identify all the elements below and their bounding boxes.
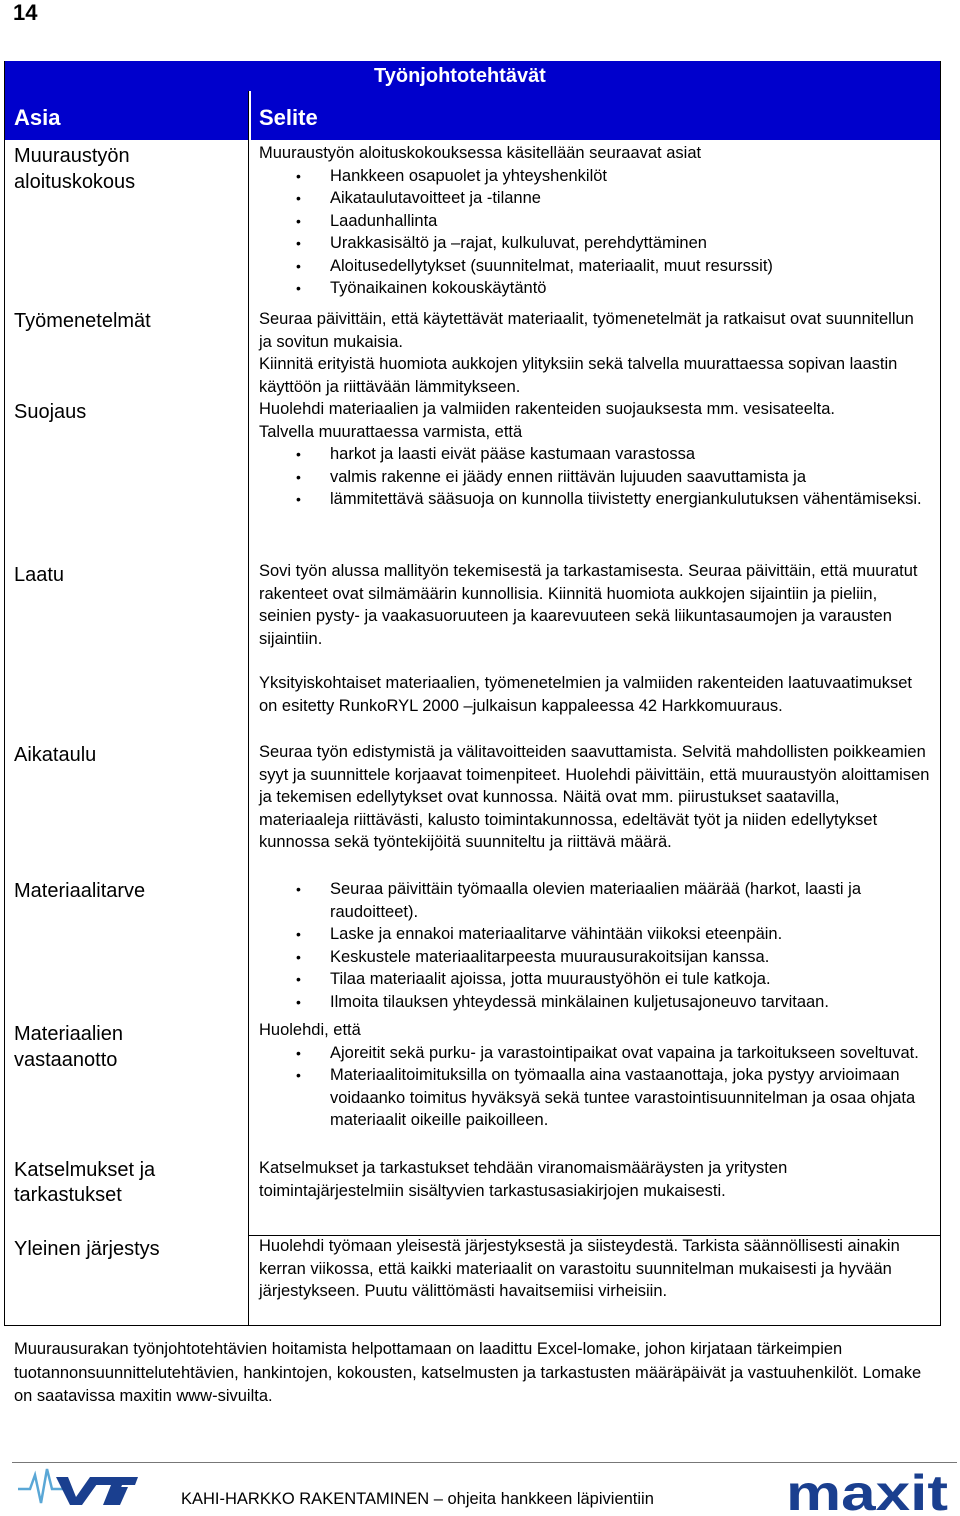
bullet-list xyxy=(259,878,931,1013)
paragraph: Seuraa päivittäin, että käytettävät materiaalit, työmenetelmät ja ratkaisut ovat suunnitellun ja sovitun mukaisia. xyxy=(259,310,914,351)
list-item: • Tilaa materiaalit ajoissa, jotta muuraustyöhön ei tule katkoja. xyxy=(259,968,931,991)
table-border-left xyxy=(4,61,5,1325)
row-content-yleinen-jarjestys xyxy=(259,1235,931,1303)
list-item: • Hankkeen osapuolet ja yhteyshenkilöt xyxy=(259,165,931,188)
bullet-list xyxy=(259,165,931,300)
row-label-tyomenetelmat: Työmenetelmät xyxy=(14,310,151,332)
paragraph: Muuraustyön aloituskokouksessa käsitellään seuraavat asiat xyxy=(259,144,702,162)
footer-divider xyxy=(12,1462,957,1463)
row-label-materiaalitarve: Materiaalitarve xyxy=(14,880,146,902)
paragraph: Huolehdi työmaan yleisestä järjestyksestä ja siisteydestä. Tarkista säännöllisesti ainakin kerran viikossa, että kaikki materiaalit on varastoitu suunnitelman mukaisesti ja hyvään järjestykseen. Puutu välittömästi havaitsemiisi virheisiin. xyxy=(259,1237,900,1300)
row-content-katselmukset xyxy=(259,1157,931,1202)
paragraph: Yksityiskohtaiset materiaalien, työmenetelmien ja valmiiden rakenteiden laatuvaatimukset on esitetty RunkoRYL 2000 –julkaisun kappaleessa 42 Harkkomuuraus. xyxy=(259,674,912,715)
table-title: Työnjohtotehtävät xyxy=(374,65,546,87)
row-content-suojaus xyxy=(259,398,922,511)
paragraph: Seuraa työn edistymistä ja välitavoitteiden saavuttamista. Selvitä mahdollisten poikkeamien syyt ja suunnittele korjaavat toimenpiteet. Huolehdi päivittäin, että muuraustyön aloittamisen ja tekemisen edellytykset ovat kunnossa. Näitä ovat mm. piirustukset saatavilla, materiaaleja riittävästi, kalusto toimintakunnossa, edeltävät työt ja niiden edellytykset kunnossa sekä työntekijöitä suunniteltu ja riittävä määrä. xyxy=(259,743,930,851)
row-content-materiaalitarve xyxy=(259,878,931,1013)
svg-text:maxit: maxit xyxy=(786,1468,949,1516)
row-content-vastaanotto xyxy=(259,1019,931,1132)
paragraph: Kiinnitä erityistä huomiota aukkojen ylityksiin sekä talvella muurattaessa sopivan laastin käyttöön ja riittävään lämmitykseen. xyxy=(259,355,898,396)
table-title-bar xyxy=(4,61,941,91)
table-border-right xyxy=(940,61,941,1325)
row-content-aikataulu xyxy=(259,741,931,854)
column-divider xyxy=(248,91,249,1325)
row-label-aloituskokous: Muuraustyön aloituskokous xyxy=(14,145,136,193)
list-item: • Aikataulutavoitteet ja -tilanne xyxy=(259,187,931,210)
row-content-aloituskokous xyxy=(259,142,931,300)
list-item: • Keskustele materiaalitarpeesta muurausurakoitsijan kanssa. xyxy=(259,946,931,969)
bullet-list xyxy=(259,1042,931,1132)
row-label-katselmukset: Katselmukset ja tarkastukset xyxy=(14,1159,156,1206)
row-label-aikataulu: Aikataulu xyxy=(14,744,97,766)
list-item: • Seuraa päivittäin työmaalla olevien materiaalien määrää (harkot, laasti ja raudoitteet). xyxy=(259,878,931,923)
list-item: • lämmitettävä sääsuoja on kunnolla tiivistetty energiankulutuksen vähentämiseksi. xyxy=(259,488,931,511)
paragraph: Huolehdi, että xyxy=(259,1021,361,1039)
list-item: • Aloitusedellytykset (suunnitelmat, materiaalit, muut resurssit) xyxy=(259,255,931,278)
page-number: 14 xyxy=(13,0,38,25)
column-header-selite: Selite xyxy=(251,91,941,140)
maxit-logo-icon xyxy=(786,1468,951,1516)
row-label-suojaus: Suojaus xyxy=(14,401,87,423)
row-content-tyomenetelmat xyxy=(259,308,931,398)
footer-title: KAHI-HARKKO RAKENTAMINEN – ohjeita hankkeen läpivientiin xyxy=(181,1490,654,1508)
row-label-laatu: Laatu xyxy=(14,564,65,586)
paragraph: Sovi työn alussa mallityön tekemisestä ja tarkastamisesta. Seuraa päivittäin, että muuratut rakenteet ovat silmämäärin kunnollisia. Kiinnitä huomiota aukkojen sijaintiin ja pieliin, seinien pysty- ja vaakasuoruuteen ja kaarevuuteen sekä liikuntasaumojen ja varausten sijaintiin. xyxy=(259,562,918,648)
list-item: • Urakkasisältö ja –rajat, kulkuluvat, perehdyttäminen xyxy=(259,232,931,255)
bullet-list xyxy=(259,443,931,511)
list-item: • Työnaikainen kokouskäytäntö xyxy=(259,277,931,300)
list-item: • Ajoreitit sekä purku- ja varastointipaikat ovat vapaina ja tarkoitukseen soveltuvat. xyxy=(259,1042,931,1065)
list-item: • Ilmoita tilauksen yhteydessä minkälainen kuljetusajoneuvo tarvitaan. xyxy=(259,991,931,1014)
paragraph: Katselmukset ja tarkastukset tehdään viranomaismääräysten ja yritysten toimintajärjestelmiin sisältyvien tarkastusasiakirjojen mukaisesti. xyxy=(259,1159,788,1200)
list-item: • valmis rakenne ei jäädy ennen riittävän lujuuden saavuttamista ja xyxy=(259,466,931,489)
list-item: • Laadunhallinta xyxy=(259,210,931,233)
row-label-vastaanotto: Materiaalien vastaanotto xyxy=(14,1023,123,1071)
list-item: • Laske ja ennakoi materiaalitarve vähintään viikoksi eteenpäin. xyxy=(259,923,931,946)
table-border-bottom xyxy=(4,1325,941,1326)
vtt-logo-icon xyxy=(16,1463,141,1509)
list-item: • harkot ja laasti eivät pääse kastumaan varastossa xyxy=(259,443,931,466)
row-content-laatu xyxy=(259,560,931,717)
paragraph: Talvella muurattaessa varmista, että xyxy=(259,422,523,441)
row-label-yleinen-jarjestys: Yleinen järjestys xyxy=(14,1238,160,1260)
paragraph: Huolehdi materiaalien ja valmiiden rakenteiden suojauksesta mm. vesisateelta. xyxy=(259,400,835,418)
footer-note: Muurausurakan työnjohtotehtävien hoitamista helpottamaan on laadittu Excel-lomake, johon kirjataan tärkeimpien tuotannonsuunnittelutehtävien, hankintojen, kokousten, katselmusten ja tarkastusten määräpäivät ja vastuuhenkilöt. Lomake on saatavissa maxitin www-sivuilta. xyxy=(14,1340,922,1405)
column-header-asia: Asia xyxy=(4,91,248,140)
list-item: • Materiaalitoimituksilla on työmaalla aina vastaanottaja, joka pystyy arvioimaan voidaanko toimitus hyväksyä sekä tuntee varastointisuunnitelman ja osaa ohjata materiaalit oikeille paikoilleen. xyxy=(259,1064,931,1132)
